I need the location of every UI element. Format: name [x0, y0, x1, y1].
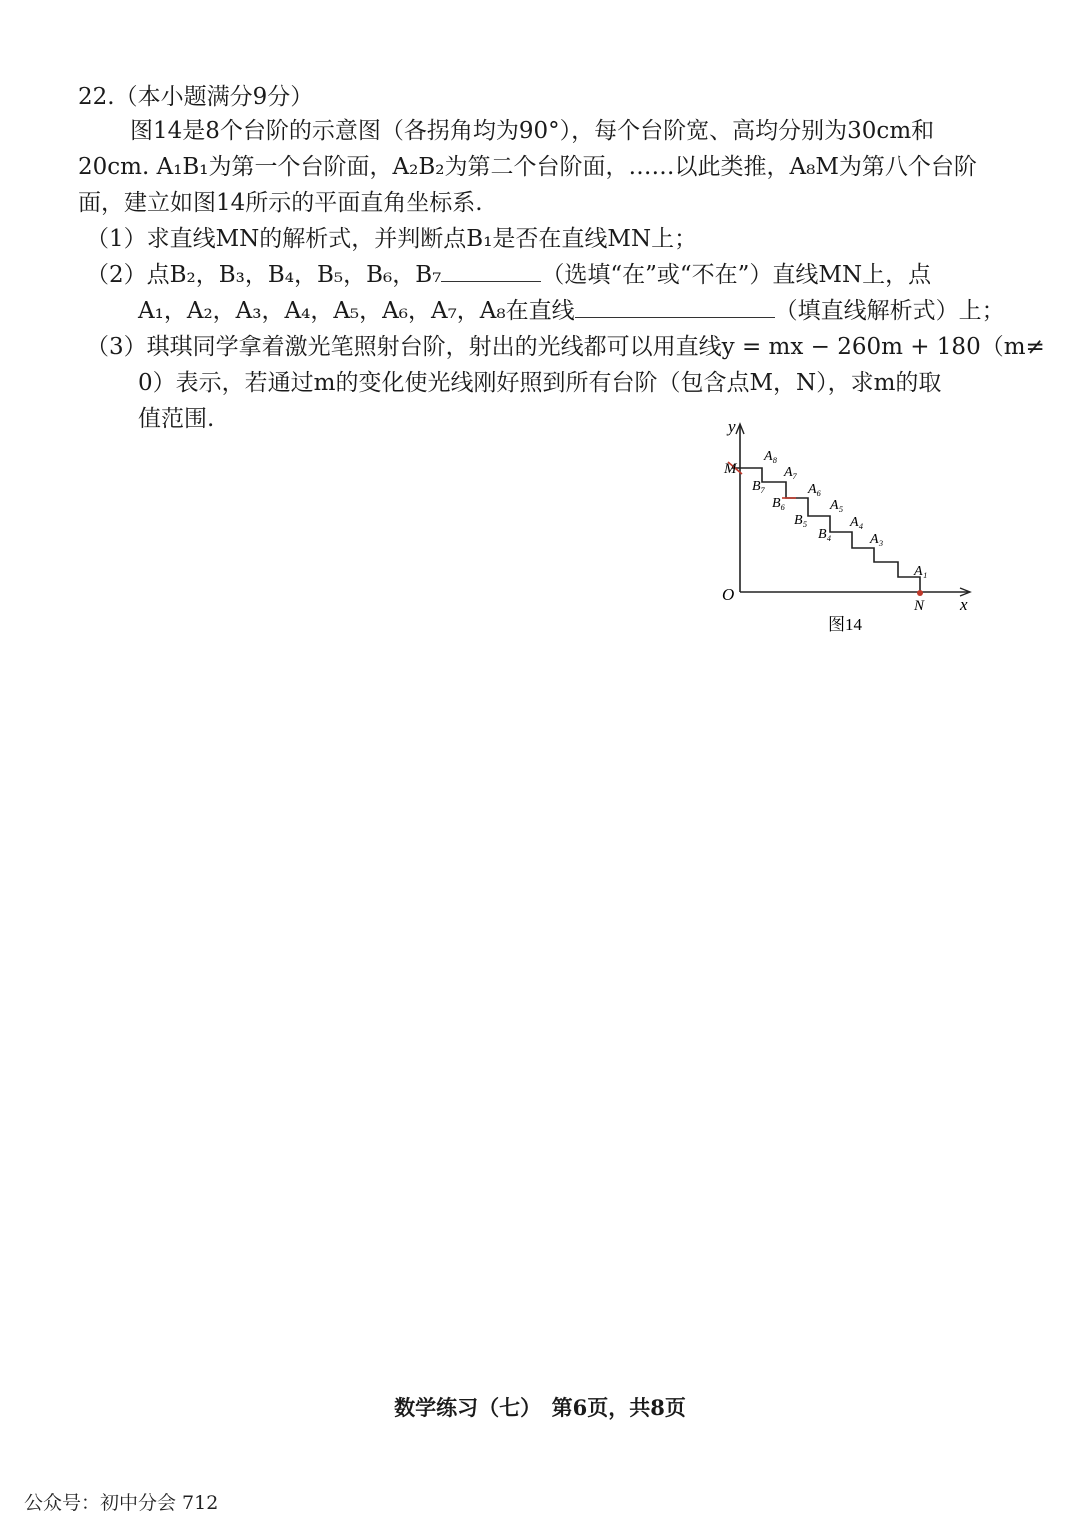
question-2-line-1: [86, 258, 931, 292]
question-3-line-3: 值范围.: [138, 406, 215, 432]
point-b5-label: B₅: [794, 513, 808, 528]
problem-intro-line-3: 面，建立如图14所示的平面直角坐标系.: [78, 190, 483, 216]
question-2-fill-text: （填直线解析式）上；: [774, 298, 1005, 324]
point-b4-label: B₄: [818, 527, 832, 542]
question-2-points-a: A₁，A₂，A₃，A₄，A₅，A₆，A₇，A₈在直线: [138, 298, 575, 324]
problem-title: 22.（本小题满分9分）: [78, 84, 314, 110]
question-3-line-1: （3）琪琪同学拿着激光笔照射台阶，射出的光线都可以用直线y = mx − 260m + 180（m≠: [86, 334, 1045, 360]
problem-intro-line-1: 图14是8个台阶的示意图（各拐角均为90°），每个台阶宽、高均分别为30cm和: [130, 118, 935, 144]
point-a6-label: A₆: [808, 482, 822, 497]
problem-intro-line-2: 20cm. A₁B₁为第一个台阶面，A₂B₂为第二个台阶面，……以此类推，A₈M为第八个台阶: [78, 154, 977, 180]
staircase-figure: [716, 412, 986, 642]
question-2-line-2: [138, 294, 1005, 328]
point-a1-label: A₁: [914, 564, 928, 579]
point-m-label: M: [724, 461, 737, 477]
point-b6-label: B₆: [772, 496, 786, 511]
point-a7-label: A₇: [784, 465, 798, 480]
y-axis-label: y: [728, 417, 736, 436]
point-a8-label: A₈: [764, 449, 778, 464]
answer-blank-1[interactable]: [441, 259, 541, 282]
x-axis-label: x: [960, 595, 968, 614]
question-3-line-2: 0）表示，若通过m的变化使光线刚好照到所有台阶（包含点M，N），求m的取: [138, 370, 942, 396]
question-2-choice-text: （选填“在”或“不在”）直线MN上，点: [541, 262, 932, 288]
origin-label: O: [722, 585, 735, 604]
watermark: 公众号：初中分会 712: [24, 1492, 219, 1514]
red-dot-n: [917, 590, 923, 596]
question-1: （1）求直线MN的解析式，并判断点B₁是否在直线MN上；: [86, 226, 698, 252]
point-a4-label: A₄: [850, 515, 864, 530]
page-footer: 数学练习（七） 第6页，共8页: [394, 1395, 686, 1420]
point-a3-label: A₃: [870, 532, 884, 547]
point-b7-label: B₇: [752, 479, 766, 494]
point-n-label: N: [914, 598, 925, 614]
point-a5-label: A₅: [830, 498, 844, 513]
figure-caption: 图14: [828, 615, 862, 634]
question-2-points-b: （2）点B₂，B₃，B₄，B₅，B₆，B₇: [86, 262, 442, 288]
answer-blank-2[interactable]: [575, 295, 775, 318]
